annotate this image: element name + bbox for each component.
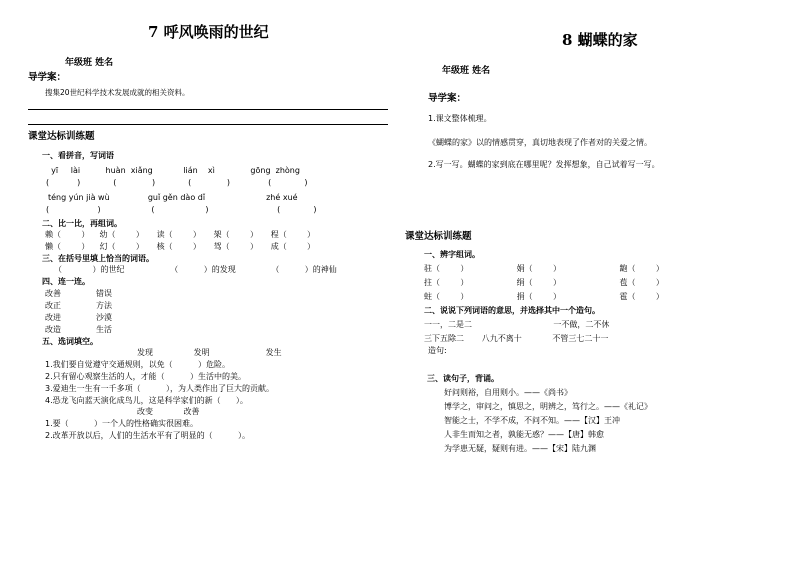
question-4[interactable]: 4.恐龙飞向蓝天演化成鸟儿，这是科学家们的新（ ）。 [45,396,248,405]
quote-3: 智能之士，不学不成，不问不知。——【汉】王冲 [444,416,620,425]
quote-4: 人非生而知之者，孰能无惑？——【唐】韩愈 [444,430,604,439]
pinyin-row-1: yī lài huàn xiǎng lián xì gōng zhòng [46,166,300,175]
match-right-3[interactable]: 沙漠 [96,313,112,322]
compare-row-1[interactable]: 赖（ ） 幼（ ） 读（ ） 架（ ） 程（ ） [45,230,316,239]
compare-row-2[interactable]: 懒（ ） 幻（ ） 核（ ） 驾（ ） 成（ ） [45,242,316,251]
section3-title: 三、在括号里填上恰当的词语。 [42,254,154,263]
class-name-line: 年级班 姓名 [65,58,114,68]
right-section1-title: 一、辨字组词。 [424,250,480,259]
section1-title: 一、看拼音，写词语 [42,151,114,160]
guide-label-right: 导学案： [428,93,467,104]
word-choices-1: 发现 发明 发生 [137,348,282,357]
match-left-2[interactable]: 改正 [45,301,61,310]
drill-title-right: 课堂达标训练题 [405,231,472,242]
match-left-1[interactable]: 改善 [45,289,61,298]
distinguish-row-1[interactable]: 驻（ ） 娟（ ） 龅（ ） [424,264,664,273]
section4-title: 四、连一连。 [42,277,90,286]
guide-item-1: 1.课文整体梳理。 [428,114,492,123]
lesson8-title: 8 蝴蝶的家 [562,31,638,49]
match-right-1[interactable]: 错误 [96,289,112,298]
fill-row[interactable]: （ ）的世纪 （ ）的发现 （ ）的神仙 [54,265,337,274]
match-left-3[interactable]: 改进 [45,313,61,322]
quote-2: 博学之，审问之，慎思之，明辨之，笃行之。——《礼记》 [444,402,652,411]
guide-item-1-text[interactable]: 《蝴蝶的家》以的情感贯穿，真切地表现了作者对的关爱之情。 [428,138,652,147]
make-sentence-label[interactable]: 造句: [428,346,447,355]
question-5[interactable]: 1.要（ ）一个人的性格确实很困难。 [45,419,199,428]
match-right-2[interactable]: 方法 [96,301,112,310]
quote-1: 好问则裕，自用则小。——《尚书》 [444,388,572,397]
guide-task: 搜集20世纪科学技术发展成就的相关资料。 [45,88,190,97]
guide-label: 导学案： [28,72,67,83]
blank-row-1[interactable]: ( ) ( ) ( ) ( ) [46,178,308,187]
class-name-line-right: 年级班 姓名 [442,66,491,76]
section5-title: 五、选词填空。 [42,337,98,346]
idiom-row-1: 一一，二是二 一不做，二不休 [424,320,610,329]
question-2[interactable]: 2.只有留心观察生活的人，才能（ ）生活中的美。 [45,372,247,381]
right-section2-title: 二、说说下列词语的意思，并选择其中一个造句。 [424,306,600,315]
match-right-4[interactable]: 生活 [96,325,112,334]
idiom-row-2: 三下五除二 八九不离十 不管三七二十一 [424,334,609,343]
drill-title-left: 课堂达标训练题 [28,131,95,142]
answer-line-2 [28,124,388,125]
blank-row-2[interactable]: ( ) ( ) ( ) [46,205,317,214]
distinguish-row-3[interactable]: 蛀（ ） 捐（ ） 雹（ ） [424,292,664,301]
pinyin-row-2: téng yún jià wù guǐ gěn dào dǐ zhé xué [48,193,298,202]
question-1[interactable]: 1.我们要自觉遵守交通规则，以免（ ）危险。 [45,360,231,369]
word-choices-2: 改变 改善 [137,407,200,416]
right-section3-title: 三、读句子，背诵。 [427,374,499,383]
distinguish-row-2[interactable]: 拄（ ） 绢（ ） 苞（ ） [424,278,664,287]
quote-5: 为学患无疑，疑则有进。——【宋】陆九渊 [444,444,596,453]
match-left-4[interactable]: 改造 [45,325,61,334]
question-3[interactable]: 3.爱迪生一生有一千多项（ ），为人类作出了巨大的贡献。 [45,384,275,393]
lesson7-title: 7 呼风唤雨的世纪 [148,23,269,41]
question-6[interactable]: 2.改革开放以后，人们的生活水平有了明显的（ ）。 [45,431,251,440]
guide-item-2-text: 2.写一写。蝴蝶的家到底在哪里呢？发挥想象，自己试着写一写。 [428,160,660,169]
section2-title: 二、比一比，再组词。 [42,219,122,228]
answer-line-1 [28,109,388,110]
